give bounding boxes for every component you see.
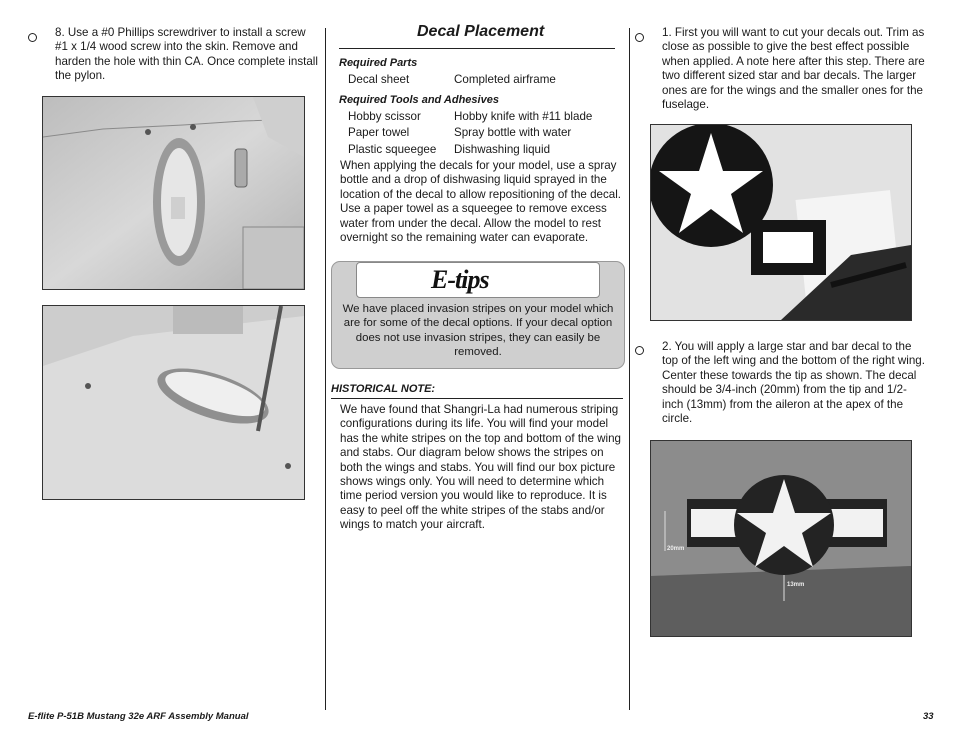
- table-cell: Paper towel: [348, 126, 410, 139]
- table-cell: Dishwashing liquid: [454, 143, 551, 156]
- footer-manual-title: E-flite P-51B Mustang 32e ARF Assembly Manual: [28, 711, 249, 722]
- photo-pylon-install: [42, 305, 305, 500]
- required-parts-label: Required Parts: [339, 57, 418, 69]
- table-cell: Decal sheet: [348, 73, 410, 86]
- step-checkbox-icon[interactable]: [635, 346, 644, 355]
- required-tools-label: Required Tools and Adhesives: [339, 94, 499, 106]
- etips-logo: E-tips: [431, 265, 489, 294]
- table-cell: Hobby knife with #11 blade: [454, 110, 593, 123]
- footer-page-number: 33: [923, 711, 934, 722]
- photo-wing-pylon-hole: [42, 96, 305, 290]
- column-divider-left: [325, 28, 326, 710]
- section-heading: Decal Placement: [417, 23, 545, 40]
- table-cell: Spray bottle with water: [454, 126, 572, 139]
- photo-label-13mm: 13mm: [787, 582, 805, 588]
- etips-logo-frame: [356, 262, 600, 298]
- historical-note-paragraph: We have found that Shangri-La had numerous striping configurations during its life. You will find your model has the white stripes on the top and bottom of the wing and stabs. Our diagram below shows the stripes on both the wings and stabs. You will find our box picture shows wings only. You will need to determine which time period version you would like to reproduce. It is easy to peel off the white stripes of the stabs and/or wings to match your aircraft.: [340, 403, 622, 532]
- photo-wing-decal-placement: [650, 440, 912, 637]
- photo-cutting-decal: [650, 124, 912, 321]
- historical-note-rule: [331, 398, 623, 399]
- step-checkbox-icon[interactable]: [28, 33, 37, 42]
- table-cell: Plastic squeegee: [348, 143, 437, 156]
- table-cell: Hobby scissor: [348, 110, 421, 123]
- step-2-text: 2. You will apply a large star and bar decal to the top of the left wing and the bottom of the right wing. Center these towards the tip as shown. The decal should be 3/4-inch (20mm) from the tip and 1/2-inch (13mm) from the aileron at the apex of the circle.: [662, 340, 925, 426]
- intro-paragraph: When applying the decals for your model, use a spray bottle and a drop of dishwasing liquid sprayed in the location of the decal to allow repositioning of the decal. Use a paper towel as a squeegee to remove excess water from under the decal. Allow the model to rest overnight so the remaining water can evaporate.: [340, 159, 622, 245]
- step-8-text: 8. Use a #0 Phillips screwdriver to install a screw #1 x 1/4 wood screw into the skin. Remove and harden the hole with thin CA. Once complete install the pylon.: [55, 26, 318, 83]
- table-cell: Completed airframe: [454, 73, 556, 86]
- historical-note-label: HISTORICAL NOTE:: [331, 383, 436, 395]
- etips-text: We have placed invasion stripes on your model which are for some of the decal options. If your decal option does not use invasion stripes, they can easily be removed.: [342, 303, 614, 359]
- step-checkbox-icon[interactable]: [635, 33, 644, 42]
- column-divider-right: [629, 28, 630, 710]
- photo-label-20mm: 20mm: [667, 546, 685, 552]
- heading-underline: [339, 48, 615, 49]
- etips-callout: [331, 261, 625, 369]
- step-1-text: 1. First you will want to cut your decals out. Trim as close as possible to give the best effect possible when applied. A note here after this step. There are two different sized star and bar decals. The larger ones are for the wings and the smaller ones for the fuselage.: [662, 26, 925, 112]
